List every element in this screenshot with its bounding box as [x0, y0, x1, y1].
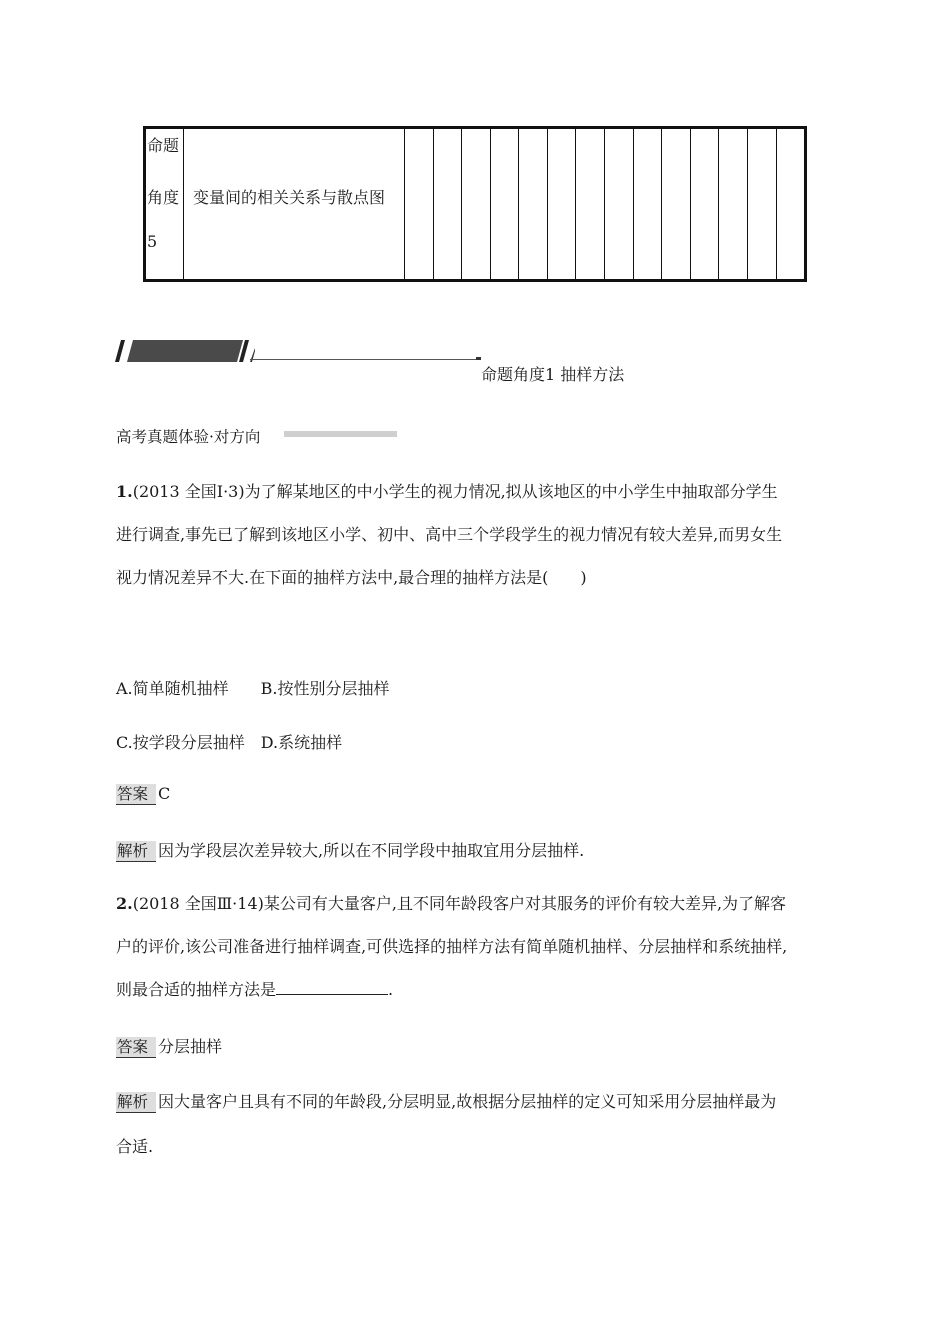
blank-cell	[491, 129, 520, 279]
topic-table	[143, 126, 807, 282]
blank-cell	[662, 129, 691, 279]
question-1-line2: 进行调查,事先已了解到该地区小学、初中、高中三个学段学生的视力情况有较大差异,而男女生	[116, 525, 783, 544]
question-2-line3	[116, 968, 836, 1011]
question-1-line3: 视力情况差异不大.在下面的抽样方法中,最合理的抽样方法是( )	[116, 568, 587, 587]
blank-cell	[576, 129, 605, 279]
question-1-number: 1.	[116, 482, 133, 501]
analysis-text: 因大量客户且具有不同的年龄段,分层明显,故根据分层抽样的定义可知采用分层抽样最为	[158, 1092, 777, 1111]
analysis-label: 解析	[116, 1092, 156, 1113]
question-1-analysis	[116, 838, 584, 862]
question-2-period: .	[388, 980, 394, 999]
section-banner-line	[250, 359, 478, 360]
answer-value: 分层抽样	[158, 1037, 223, 1056]
question-1-options-row2: C.按学段分层抽样 D.系统抽样	[116, 733, 343, 752]
question-2-analysis-cont: 合适.	[116, 1137, 154, 1156]
question-2	[116, 882, 836, 1011]
question-2-text3: 则最合适的抽样方法是	[116, 980, 277, 999]
answer-label: 答案	[116, 1037, 156, 1058]
section-banner-marker	[476, 357, 481, 360]
answer-value: C	[158, 784, 171, 803]
question-1-options-row1: A.简单随机抽样 B.按性别分层抽样	[116, 679, 390, 698]
analysis-label: 解析	[116, 841, 156, 862]
blank-cell	[434, 129, 463, 279]
analysis-text: 因为学段层次差异较大,所以在不同学段中抽取宜用分层抽样.	[158, 841, 585, 860]
blank-cell	[748, 129, 777, 279]
blank-cell	[777, 129, 805, 279]
question-2-text1: (2018 全国Ⅲ·14)某公司有大量客户,且不同年龄段客户对其服务的评价有较大差异,为了解客	[132, 894, 787, 913]
question-2-answer	[116, 1034, 222, 1058]
angle-label-line1: 命题	[147, 136, 180, 155]
angle-label-line2: 角度	[147, 188, 180, 207]
blank-cell	[548, 129, 577, 279]
question-1	[116, 470, 836, 599]
section-title: 命题角度1 抽样方法	[481, 365, 625, 384]
topic-cell	[184, 129, 405, 279]
blank-cell	[634, 129, 663, 279]
answer-label: 答案	[116, 784, 156, 805]
answer-blank	[276, 980, 388, 995]
angle-number: 5	[147, 232, 158, 251]
question-1-line1	[116, 470, 836, 513]
blank-cell	[519, 129, 548, 279]
blank-cell	[719, 129, 748, 279]
question-1-text1: (2013 全国Ⅰ·3)为了解某地区的中小学生的视力情况,拟从该地区的中小学生中抽取部分学生	[132, 482, 778, 501]
question-1-answer	[116, 784, 170, 805]
subsection-bar	[284, 431, 397, 437]
angle-cell	[146, 129, 184, 279]
subsection-title: 高考真题体验·对方向	[116, 428, 261, 446]
question-2-analysis	[116, 1089, 776, 1113]
blank-cell	[605, 129, 634, 279]
question-2-line1	[116, 882, 836, 925]
section-banner-graphic	[115, 340, 255, 362]
topic-text: 变量间的相关关系与散点图	[193, 188, 386, 207]
blank-cell	[462, 129, 491, 279]
question-2-line2: 户的评价,该公司准备进行抽样调查,可供选择的抽样方法有简单随机抽样、分层抽样和系统抽样,	[116, 937, 788, 956]
question-2-number: 2.	[116, 894, 133, 913]
blank-cell	[691, 129, 720, 279]
blank-cell	[405, 129, 434, 279]
